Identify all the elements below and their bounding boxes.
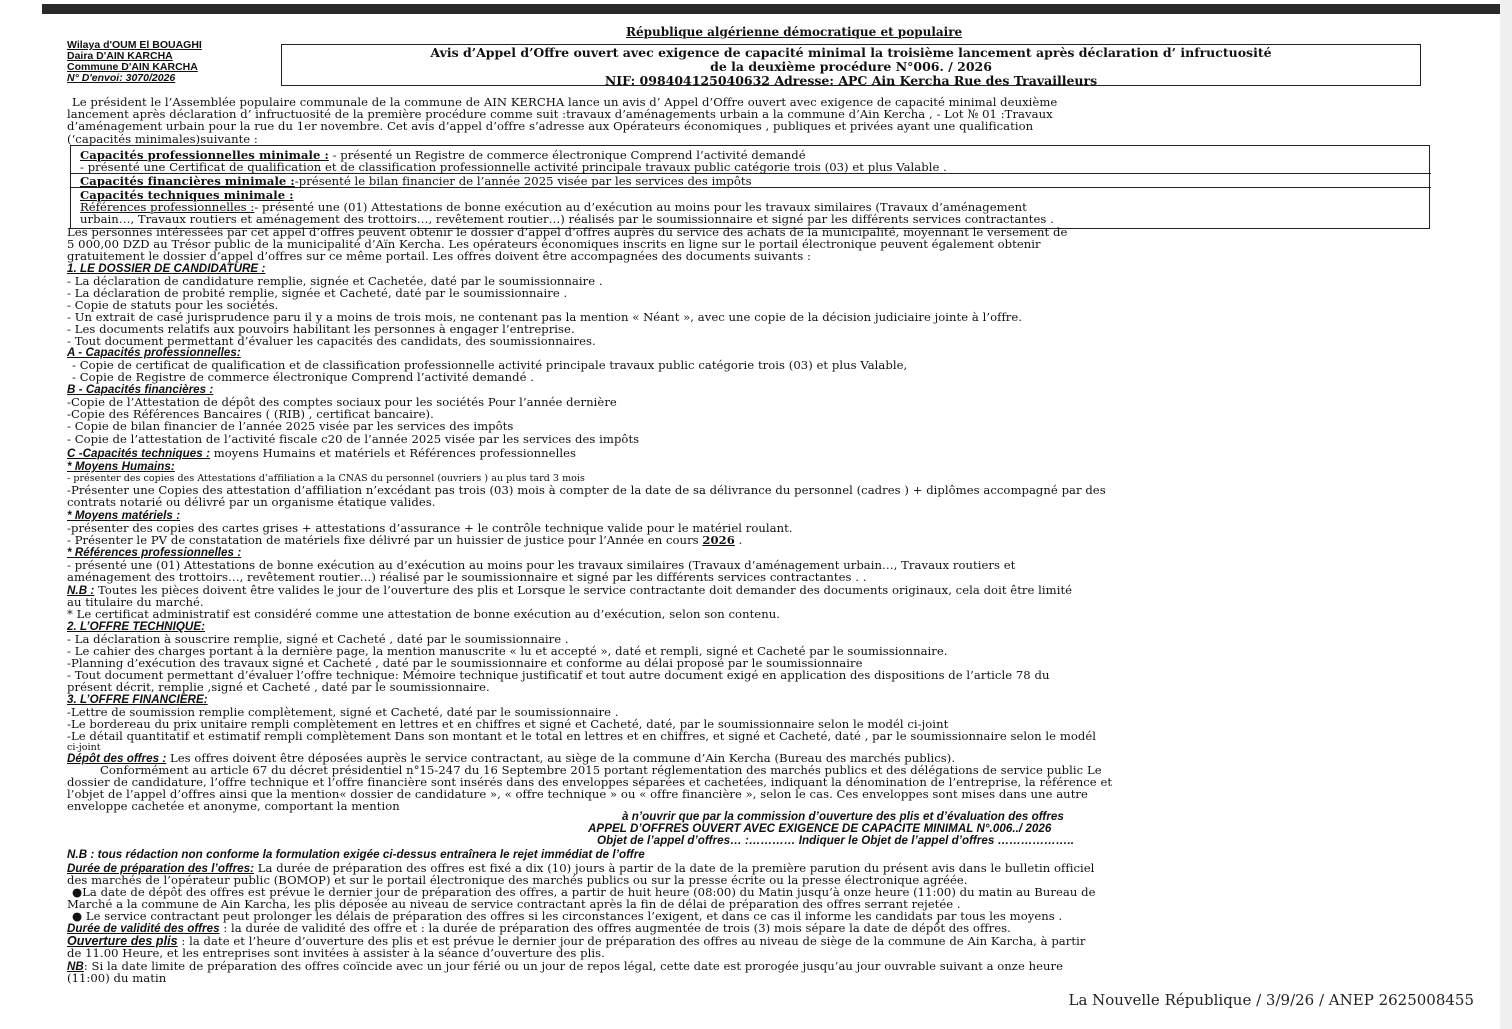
list-item: -Copie de l’Attestation de dépôt des comptes sociaux pour les sociétés Pour l’année dernière bbox=[67, 395, 617, 409]
list-item: -Le bordereau du prix unitaire rempli complètement en lettres et en chiffres et signé et Cacheté, daté, par le soumissionnaire selon le modél ci-joint bbox=[67, 717, 949, 731]
body-line: l’objet de l’appel d’offres ainsi que la mention« dossier de candidature », « offre technique » ou « offre financière », selon le cas. Ces enveloppes sont mises dans une autre bbox=[67, 787, 1088, 801]
title-line-1: Avis d’Appel d’Offre ouvert avec exigence de capacité minimal la troisième lancement après déclaration d’ infructuosité bbox=[430, 45, 1272, 60]
list-item: - présenté une (01) Attestations de bonne exécution au d’exécution au moins pour les travaux similaires (Travaux d’aménagement urbain…, Travaux routiers et bbox=[67, 558, 1016, 572]
section-c-text: moyens Humains et matériels et Références professionnelles bbox=[210, 446, 577, 460]
list-item: -Planning d’exécution des travaux signé et Cacheté , daté par le soumissionnaire et conforme au délai proposé par le soumissionnaire bbox=[67, 656, 863, 670]
section-c-row bbox=[67, 447, 576, 460]
validite-row: Durée de validité des offres : la durée de validité des offre et : la durée de préparation des offres augmentée de trois (3) mois sépare la date de dépôt des offres. bbox=[67, 921, 1011, 935]
list-item: - La déclaration à souscrire remplie, signé et Cacheté , daté par le soumissionnaire . bbox=[67, 632, 569, 646]
list-item: - Copie de Registre de commerce électronique Comprend l’activité demandé . bbox=[72, 370, 534, 384]
intro-line: (‘capacités minimales)suivante : bbox=[67, 132, 258, 146]
title-line-3: NIF: 098404125040632 Adresse: APC Ain Kercha Rue des Travailleurs bbox=[604, 73, 1098, 88]
section-b-title: B - Capacités financières : bbox=[67, 383, 214, 396]
list-item: contrats notarié ou délivré par un organisme étatique valides. bbox=[67, 495, 436, 509]
section-a-title: A - Capacités professionnelles: bbox=[67, 346, 241, 359]
cap-tech-ref-label: Références professionnelles : bbox=[80, 200, 255, 214]
title-line-2: de la deuxième procédure N°006. / 2026 bbox=[710, 59, 992, 74]
duree-row: Durée de préparation des l’offres: La durée de préparation des offres est fixé a dix (10) jours à partir de la date de la première parution du présent avis dans le bulletin officiel bbox=[67, 861, 1095, 875]
list-item: - Le cahier des charges portant à la dernière page, la mention manuscrite « lu et accepté », daté et rempli, signé et Cacheté par le soumissionnaire. bbox=[67, 644, 948, 658]
commune-line: Commune D'AIN KARCHA bbox=[67, 61, 198, 73]
list-item: - Les documents relatifs aux pouvoirs habilitant les personnes à engager l’entreprise. bbox=[67, 322, 575, 336]
nb-rejection: N.B : tous rédaction non conforme la formulation exigée ci-dessus entraînera le rejet immédiat de l’offre bbox=[67, 848, 645, 861]
validite-label: Durée de validité des offres bbox=[67, 922, 220, 935]
section-3-title: 3. L’OFFRE FINANCIERE: bbox=[67, 693, 208, 706]
depot-label: Dépôt des offres : bbox=[67, 752, 167, 765]
notice-title-box bbox=[281, 44, 1421, 86]
nb-label: N.B : bbox=[67, 584, 95, 597]
cap-tech-title: Capacités techniques minimale : bbox=[80, 188, 294, 202]
list-item: - présenter des copies des Attestations d’affiliation a la CNAS du personnel (ouvriers ) au plus tard 3 mois bbox=[67, 473, 585, 484]
cap-fin-row bbox=[80, 175, 752, 187]
list-item: - Présenter le PV de constatation de matériels fixe délivré par un huissier de justice pour l’Année en cours 2026 . bbox=[67, 533, 743, 547]
list-item: ci-joint bbox=[67, 742, 101, 753]
body-line: de 11.00 Heure, et les entreprises sont invitées à assister à la séance d’ouverture des plis. bbox=[67, 946, 605, 960]
daira-line: Daira D'AIN KARCHA bbox=[67, 50, 173, 62]
references-pro-title: * Références professionnelles : bbox=[67, 546, 242, 559]
center-line: Objet de l’appel d’offres… :………… Indiquer le Objet de l’appel d’offres ……………….. bbox=[597, 834, 1074, 847]
cap-pro-text-2: - présenté une Certificat de qualification et de classification professionnelle activité principale travaux public catégorie trois (03) et plus Valable . bbox=[80, 160, 947, 174]
intro-line: d’aménagement urbain pour la rue du 1er novembre. Cet avis d’appel d’offre s’adresse aux Opérateurs économiques , publiques et privées ayant une qualification bbox=[67, 119, 1034, 133]
list-item: - La déclaration de candidature remplie, signée et Cachetée, daté par le soumissionnaire . bbox=[67, 274, 603, 288]
right-scan-edge bbox=[1500, 0, 1512, 1029]
top-scan-border bbox=[42, 4, 1512, 14]
list-item: - Tout document permettant d’évaluer l’offre technique: Mémoire technique justificatif et tout autre document exigé en application des dispositions de l’article 78 du bbox=[67, 668, 1050, 682]
moyens-materiels-title: * Moyens matériels : bbox=[67, 509, 181, 522]
cap-pro-title: Capacités professionnelles minimale : bbox=[80, 148, 329, 162]
ouverture-label: Ouverture des plis bbox=[67, 934, 178, 948]
body-line: gratuitement le dossier d’appel d’offres sur ce même portail. Les offres doivent être accompagnées des documents suivants : bbox=[67, 249, 811, 263]
moyens-humains-title: * Moyens Humains: bbox=[67, 460, 175, 473]
body-line: 5 000,00 DZD au Trésor public de la municipalité d’Aïn Kercha. Les opérateurs économiques inscrits en ligne sur le portail électronique peuvent également obtenir bbox=[67, 237, 1041, 251]
issuer-block bbox=[67, 40, 202, 84]
body-line: des marchés de l’opérateur public (BOMOP) et sur le portail électronique des marchés publics ou sur la presse écrite ou la presse électronique agréée. bbox=[67, 873, 968, 887]
depot-row: Dépôt des offres : Les offres doivent être déposées auprès le service contractant, au siège de la commune d’Ain Kercha (Bureau des marchés publics). bbox=[67, 751, 956, 765]
list-item: - Copie de bilan financier de l’année 2025 visée par les services des impôts bbox=[67, 419, 514, 433]
section-1-title: 1. LE DOSSIER DE CANDIDATURE : bbox=[67, 262, 266, 275]
list-item: aménagement des trottoirs…, revêtement routier…) réalisé par le soumissionnaire et signé par les différents services contractantes . . bbox=[67, 570, 867, 584]
nb3-label: NB bbox=[67, 960, 84, 973]
year-highlight: 2026 bbox=[702, 533, 735, 547]
duree-label: Durée de préparation des l’offres: bbox=[67, 862, 255, 875]
body-line: dossier de candidature, l’offre technique et l’offre financière sont insérés dans des enveloppes séparées et cachetées, indiquant la dénomination de l’entreprise, la référence et bbox=[67, 775, 1113, 789]
center-line: à n’ouvrir que par la commission d’ouverture des plis et d’évaluation des offres bbox=[622, 810, 1064, 823]
center-line: APPEL D’OFFRES OUVERT AVEC EXIGENCE DE CAPACITE MINIMAL N°.006../ 2026 bbox=[588, 822, 1052, 835]
envoi-line: N° D'envoi: 3070/2026 bbox=[67, 72, 176, 84]
list-item: -Présenter une Copies des attestation d’affiliation n’excédant pas trois (03) mois à compter de la date de sa délivrance du personnel (cadres ) + diplômes accompagné par des bbox=[67, 483, 1106, 497]
body-line: Conformément au article 67 du décret présidentiel n°15-247 du 16 Septembre 2015 portant réglementation des marchés publics et des délégations de service public Le bbox=[100, 763, 1102, 777]
list-item: -Le détail quantitatif et estimatif rempli complètement Dans son montant et le total en lettres et en chiffres, et signé et Cacheté, daté , par le soumissionnaire selon le modél bbox=[67, 729, 1097, 743]
list-item: - Un extrait de casé jurisprudence paru il y a moins de trois mois, ne contenant pas la mention « Néant », avec une copie de la décision judiciaire jointe à l’offre. bbox=[67, 310, 1023, 324]
list-item: - La déclaration de probité remplie, signée et Cacheté, daté par le soumissionnaire . bbox=[67, 286, 568, 300]
intro-line: Le président le l’Assemblée populaire communale de la commune de AIN KERCHA lance un avis d’ Appel d’Offre ouvert avec exigence de capacité minimal deuxième bbox=[72, 95, 1058, 109]
body-line: Les personnes intéressées par cet appel d’offres peuvent obtenir le dossier d’appel d’offres auprès du service des achats de la municipalité, moyennant le versement de bbox=[67, 225, 1068, 239]
body-line: Marché a la commune de Ain Karcha, les plis déposée au niveau de service contractant après la fin de délai de préparation des offres serrant rejetée . bbox=[67, 897, 961, 911]
cap-fin-text: -présenté le bilan financier de l’année 2025 visée par les services des impôts bbox=[294, 174, 752, 188]
cap-fin-title: Capacités financières minimale : bbox=[80, 174, 295, 188]
nb3-row: NB: Si la date limite de préparation des offres coïncide avec un jour férié ou un jour de repos légal, cette date est prorogée jusqu’au jour ouvrable suivant a onze heure bbox=[67, 959, 1064, 973]
list-item: - Copie de l’attestation de l’activité fiscale c20 de l’année 2025 visée par les services des impôts bbox=[67, 432, 640, 446]
list-item: * Le certificat administratif est considéré comme une attestation de bonne exécution au d’exécution, selon son contenu. bbox=[67, 607, 780, 621]
body-line: (11:00) du matin bbox=[67, 971, 167, 985]
list-item: - Tout document permettant d’évaluer les capacités des candidats, des soumissionnaires. bbox=[67, 334, 596, 348]
body-line: ●La date de dépôt des offres est prévue le dernier jour de préparation des offres, a partir de huit heure (08:00) du Matin jusqu’à onze heure (11:00) du matin au Bureau de bbox=[72, 885, 1096, 899]
list-item: au titulaire du marché. bbox=[67, 595, 204, 609]
list-item: -Lettre de soumission remplie complètement, signé et Cacheté, daté par le soumissionnaire . bbox=[67, 705, 619, 719]
section-c-title: C -Capacités techniques : bbox=[67, 447, 210, 460]
cap-pro-text: - présenté un Registre de commerce électronique Comprend l’activité demandé bbox=[332, 148, 806, 162]
body-line: ● Le service contractant peut prolonger les délais de préparation des offres si les circonstances l’exigent, et dans ce cas il informe les candidats par tous les moyens . bbox=[72, 909, 1063, 923]
list-item: -présenter des copies des cartes grises + attestations d’assurance + le contrôle technique valide pour le matériel roulant. bbox=[67, 521, 793, 535]
list-item: présent décrit, remplie ,signé et Cacheté , daté par le soumissionnaire. bbox=[67, 680, 490, 694]
list-item: -Copie des Références Bancaires ( (RIB) , certificat bancaire). bbox=[67, 407, 434, 421]
body-line: enveloppe cachetée et anonyme, comportant la mention bbox=[67, 799, 400, 813]
list-item: - Copie de certificat de qualification et de classification professionnelle activité principale travaux public catégorie trois (03) et plus Valable, bbox=[72, 358, 908, 372]
republic-heading: République algérienne démocratique et populaire bbox=[626, 25, 963, 39]
ouverture-row: Ouverture des plis : la date et l’heure d’ouverture des plis et est prévue le dernier jour de préparation des offres au niveau de siège de la commune de Ain Karcha, à partir bbox=[67, 934, 1086, 948]
list-item: - Copie de statuts pour les sociétés. bbox=[67, 298, 279, 312]
cap-tech-text: - présenté une (01) Attestations de bonne exécution au d’exécution au moins pour les travaux similaires (Travaux d’aménagement bbox=[254, 200, 1027, 214]
publication-footer: La Nouvelle République / 3/9/26 / ANEP 2625008455 bbox=[1068, 991, 1474, 1009]
intro-line: lancement après déclaration d’ infructuosité de la première procédure comme suit :travaux d’aménagements urbain a la commune d’Ain Kercha , - Lot № 01 :Travaux bbox=[67, 107, 1053, 121]
wilaya-line: Wilaya d'OUM El BOUAGHI bbox=[67, 39, 202, 51]
cap-tech-text-2: urbain…, Travaux routiers et aménagement des trottoirs…, revêtement routier…) réalisés par le soumissionnaire et signé par les différents services contractantes . bbox=[80, 212, 1054, 226]
nb-row: N.B : Toutes les pièces doivent être valides le jour de l’ouverture des plis et Lorsque le service contractante doit demander des documents originaux, cela doit être limité bbox=[67, 583, 1073, 597]
section-2-title: 2. L’OFFRE TECHNIQUE: bbox=[67, 620, 206, 633]
